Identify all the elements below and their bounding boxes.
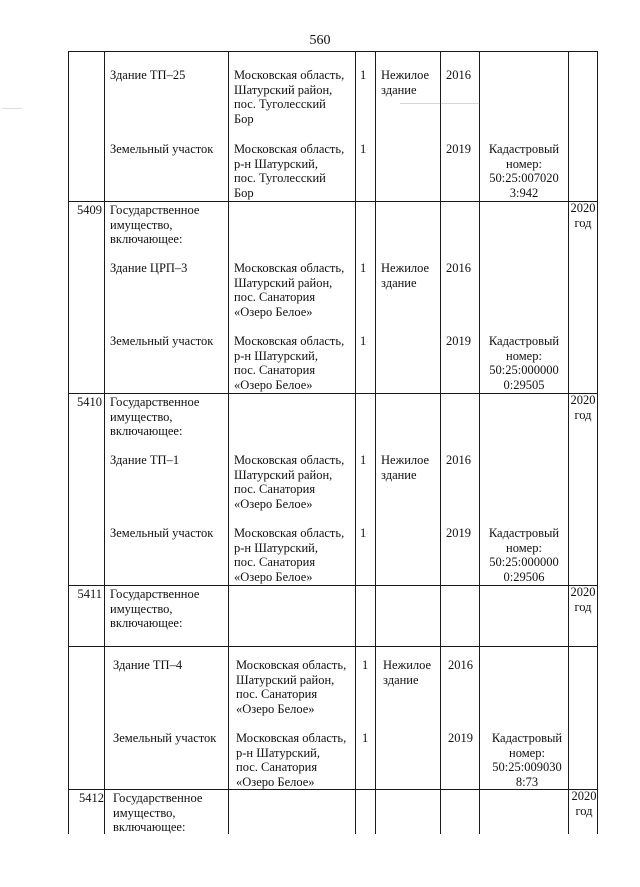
item-year-built: 2019 bbox=[448, 731, 473, 745]
item-address: Московская область, р-н Шатурский, пос. Туголесский Бор bbox=[234, 142, 345, 200]
row-separator bbox=[68, 393, 597, 394]
item-quantity: 1 bbox=[360, 526, 367, 540]
item-name: Земельный участок bbox=[110, 334, 214, 348]
item-address: Московская область, Шатурский район, пос. Санатория «Озеро Белое» bbox=[234, 453, 345, 511]
item-address: Московская область, р-н Шатурский, пос. Санатория «Озеро Белое» bbox=[236, 731, 347, 789]
column-border bbox=[355, 51, 356, 834]
item-name: Земельный участок bbox=[110, 526, 214, 540]
item-type: Нежилое здание bbox=[381, 261, 430, 290]
page-number: 560 bbox=[309, 33, 331, 48]
item-address: Московская область, Шатурский район, пос. Туголесский Бор bbox=[234, 68, 345, 126]
item-name: Земельный участок bbox=[110, 142, 214, 156]
row-separator bbox=[68, 201, 597, 202]
item-year-built: 2019 bbox=[446, 142, 471, 156]
scan-smudge bbox=[2, 108, 22, 109]
item-cadastral-note: Кадастровый номер: 50:25:000000 0:29505 bbox=[488, 334, 560, 392]
item-address: Московская область, р-н Шатурский, пос. Санатория «Озеро Белое» bbox=[234, 334, 345, 392]
item-type: Нежилое здание bbox=[383, 658, 432, 687]
column-border bbox=[104, 51, 105, 834]
item-year-built: 2016 bbox=[446, 453, 471, 467]
column-border bbox=[440, 51, 441, 834]
column-border bbox=[68, 51, 69, 834]
record-year: 2020 год bbox=[571, 789, 597, 818]
item-name: Здание ТП–1 bbox=[110, 453, 180, 467]
item-year-built: 2016 bbox=[446, 68, 471, 82]
item-year-built: 2019 bbox=[446, 334, 471, 348]
scan-smudge bbox=[400, 103, 480, 104]
row-separator bbox=[68, 789, 598, 790]
item-quantity: 1 bbox=[360, 68, 367, 82]
column-border bbox=[479, 51, 480, 834]
column-border bbox=[568, 51, 569, 834]
column-border bbox=[228, 51, 229, 834]
group-label: Государственное имущество, включающее: bbox=[110, 203, 200, 246]
item-year-built: 2016 bbox=[446, 261, 471, 275]
item-name: Здание ТП–25 bbox=[110, 68, 186, 82]
item-quantity: 1 bbox=[360, 261, 367, 275]
item-address: Московская область, Шатурский район, пос. Санатория «Озеро Белое» bbox=[234, 261, 345, 319]
item-name: Здание ЦРП–3 bbox=[110, 261, 188, 275]
item-year-built: 2016 bbox=[448, 658, 473, 672]
item-address: Московская область, р-н Шатурский, пос. Санатория «Озеро Белое» bbox=[234, 526, 345, 584]
item-cadastral-note: Кадастровый номер: 50:25:009030 8:73 bbox=[491, 731, 563, 789]
group-label: Государственное имущество, включающее: bbox=[113, 791, 203, 834]
row-separator bbox=[68, 585, 597, 586]
item-name: Здание ТП–4 bbox=[113, 658, 183, 672]
record-number: 5412 bbox=[79, 791, 104, 805]
item-quantity: 1 bbox=[360, 142, 367, 156]
record-year: 2020 год bbox=[570, 585, 596, 614]
item-address: Московская область, Шатурский район, пос. Санатория «Озеро Белое» bbox=[236, 658, 347, 716]
record-year: 2020 год bbox=[570, 201, 596, 230]
item-year-built: 2019 bbox=[446, 526, 471, 540]
item-name: Земельный участок bbox=[113, 731, 217, 745]
item-cadastral-note: Кадастровый номер: 50:25:007020 3:942 bbox=[488, 142, 560, 200]
record-number: 5411 bbox=[77, 587, 102, 601]
record-number: 5410 bbox=[77, 395, 102, 409]
item-cadastral-note: Кадастровый номер: 50:25:000000 0:29506 bbox=[488, 526, 560, 584]
column-border bbox=[597, 51, 598, 834]
column-border bbox=[375, 51, 376, 834]
item-quantity: 1 bbox=[362, 658, 369, 672]
table-top-border bbox=[68, 51, 597, 52]
group-label: Государственное имущество, включающее: bbox=[110, 587, 200, 630]
group-label: Государственное имущество, включающее: bbox=[110, 395, 200, 438]
row-separator bbox=[68, 646, 598, 647]
record-number: 5409 bbox=[77, 203, 102, 217]
item-quantity: 1 bbox=[362, 731, 369, 745]
record-year: 2020 год bbox=[570, 393, 596, 422]
item-type: Нежилое здание bbox=[381, 68, 430, 97]
item-quantity: 1 bbox=[360, 453, 367, 467]
item-type: Нежилое здание bbox=[381, 453, 430, 482]
item-quantity: 1 bbox=[360, 334, 367, 348]
